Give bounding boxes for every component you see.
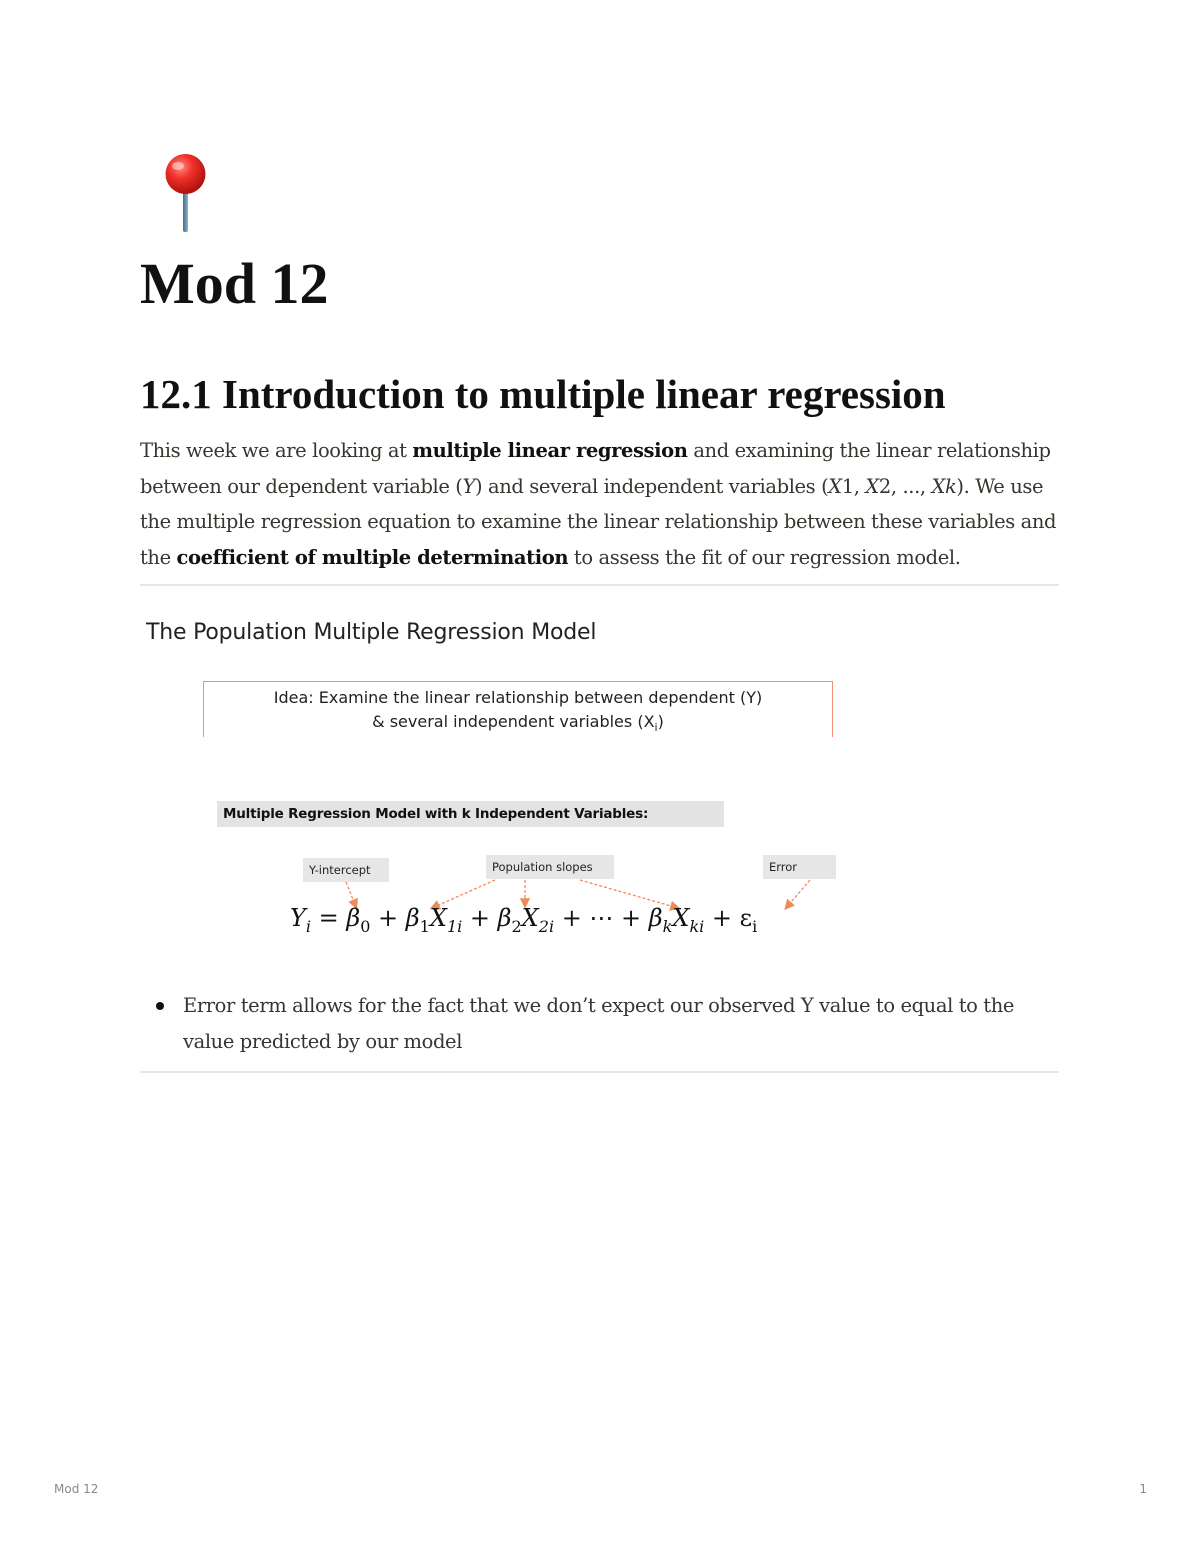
list-item [140,988,1065,1059]
arrow-error [786,880,810,908]
intro-var-x1: X [828,474,842,498]
idea-line-1: Idea: Examine the linear relationship between dependent (Y) [273,688,763,707]
eq-equals: = [310,904,347,932]
intro-text: to assess the fit of our regression model. [568,545,961,569]
slide-title: The Population Multiple Regression Model [146,620,597,645]
intro-bold-term: coefficient of multiple determination [176,545,569,569]
section-heading: 12.1 Introduction to multiple linear regression [140,371,946,417]
footer-page-number: 1 [1139,1482,1147,1496]
eq-epsilon-sub: i [752,916,758,936]
bullet-list [140,988,1065,1059]
eq-y-sub: i [305,916,311,936]
intro-bold-term: multiple linear regression [412,439,688,462]
bullet-dot-icon [156,1002,164,1010]
eq-x-1-sub: 1i [446,916,463,936]
intro-var-x1-index: 1 [841,474,854,498]
eq-beta-1-sub: 1 [419,916,430,936]
eq-x-k: X [672,904,690,932]
intro-text: , ..., [890,474,932,498]
callout-y-intercept: Y-intercept [303,858,389,882]
eq-beta-k: β [648,904,663,932]
callout-population-slopes: Population slopes [486,855,614,879]
intro-text: , [853,474,866,498]
eq-beta-2-sub: 2 [511,916,522,936]
eq-epsilon: ε [739,904,753,932]
eq-beta-1: β [405,904,420,932]
eq-y: Y [290,904,306,932]
idea-line-2-close: ) [657,712,664,731]
regression-equation [290,904,757,936]
eq-x-1: X [429,904,447,932]
eq-ellipsis: + ⋯ + [554,904,649,932]
intro-paragraph [140,433,1065,575]
intro-text: ) and several independent variables ( [475,474,829,498]
model-label: Multiple Regression Model with k Independent Variables: [217,801,724,827]
eq-plus: + [462,904,498,932]
intro-var-y: Y [462,474,476,498]
round-pushpin-icon [158,152,214,236]
page-title: Mod 12 [140,251,329,316]
intro-text: and examining the linear relationship between our dependent variable ( [140,439,1051,498]
intro-var-x2: X [865,474,879,498]
page-icon [158,152,214,236]
divider [140,1071,1059,1073]
intro-text: This week we are looking at [140,439,413,462]
eq-beta-0-sub: 0 [360,916,371,936]
eq-beta-2: β [497,904,512,932]
eq-x-2: X [521,904,539,932]
bullet-text: Error term allows for the fact that we don’t expect our observed Y value to equal to the value predicted by our model [183,994,1015,1053]
eq-beta-0: β [346,904,361,932]
divider [140,584,1059,586]
eq-beta-k-sub: k [662,916,673,936]
eq-x-2-sub: 2i [538,916,555,936]
idea-subscript: i [654,721,658,735]
eq-plus: + [370,904,406,932]
intro-var-xk: Xk [931,474,957,498]
eq-x-k-sub: ki [689,916,705,936]
callout-error: Error [763,855,836,879]
intro-text: ). We use the multiple regression equation to examine the linear relationship between these variables and the [140,474,1057,569]
eq-plus: + [704,904,740,932]
embedded-slide-image [140,612,1060,962]
footer-doc-name: Mod 12 [54,1482,99,1496]
intro-var-x2-index: 2 [878,474,891,498]
idea-line-2-text: & several independent variables (X [372,712,655,731]
